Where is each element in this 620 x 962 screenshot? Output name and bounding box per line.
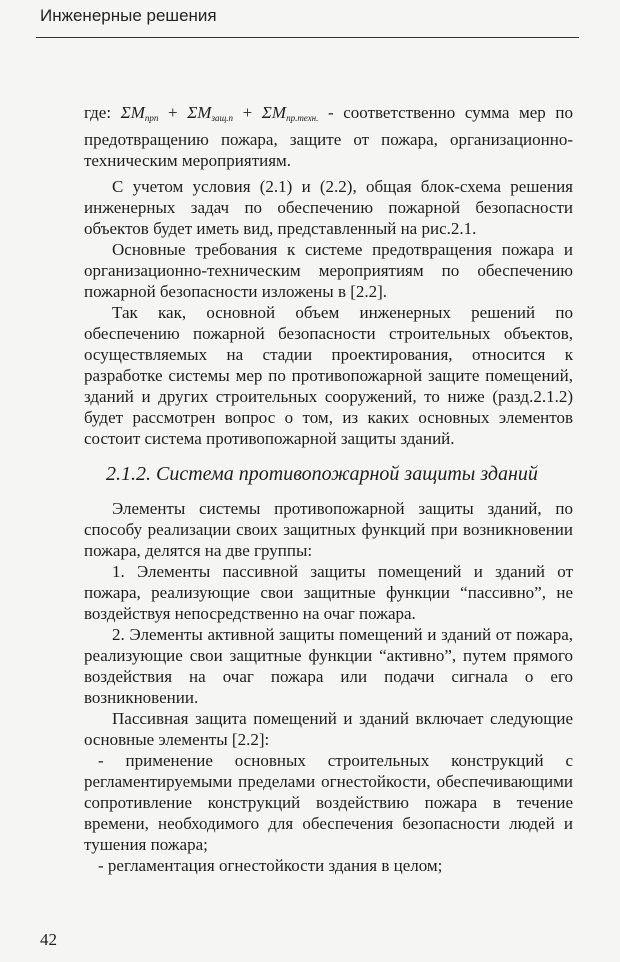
bullet-building-fire-resistance: - регламентация огнестойкости здания в целом;: [98, 856, 443, 875]
running-header: Инженерные решения: [40, 6, 217, 25]
formula-term-2-subscript: защ.п: [211, 113, 234, 123]
formula-prefix: где:: [84, 103, 121, 122]
header-rule: [36, 37, 579, 38]
paragraph-engineering-scope: Так как, основной объем инженерных решений по обеспечению пожарной безопасности строительных объектов, осуществляемых на стадии проектирования, относится к разработке системы мер по противопожарной защите помещений, зданий и других строительных сооружений, то ниже (разд.2.1.2) будет рассмотрен вопрос о том, из каких основных элементов состоит система противопожарной защиты зданий.: [84, 303, 573, 448]
formula-paragraph: [84, 102, 573, 171]
formula-term-1-subscript: прп: [144, 113, 159, 123]
list-item-active: 2. Элементы активной защиты помещений и зданий от пожара, реализующие свои защитные функции “активно”, путем прямого воздействия на очаг пожара или подачи сигнала о его возникновении.: [84, 625, 573, 707]
paragraph-passive-elements: Пассивная защита помещений и зданий включает следующие основные элементы [2.2]:: [84, 709, 573, 749]
formula-plus-1: +: [158, 103, 188, 122]
list-item-passive: 1. Элементы пассивной защиты помещений и зданий от пожара, реализующие свои защитные функции “пассивно”, не воздействуя непосредственно на очаг пожара.: [84, 562, 573, 623]
formula-term-1-symbol: ΣM: [120, 103, 145, 122]
formula-term-3-symbol: ΣM: [261, 103, 287, 122]
page-body: [84, 102, 573, 876]
formula-term-2-symbol: ΣM: [187, 103, 212, 122]
formula-suffix: - соответственно сумма мер по предотвращению пожара, защите от пожара, организационно-техническим мероприятиям.: [84, 103, 573, 170]
formula-plus-2: +: [233, 103, 262, 122]
section-heading: 2.1.2. Система противопожарной защиты зданий: [106, 463, 538, 485]
paragraph-groups-intro: Элементы системы противопожарной защиты зданий, по способу реализации своих защитных функций при возникновении пожара, делятся на две группы:: [84, 499, 573, 560]
bullet-structural-fire-resistance: - применение основных строительных конструкций с регламентируемыми пределами огнестойкости, обеспечивающими сопротивление конструкций воздействию пожара в течение времени, необходимого для обеспечения безопасности людей и тушения пожара;: [84, 751, 573, 854]
page-number: 42: [40, 930, 57, 949]
paragraph-requirements: Основные требования к системе предотвращения пожара и организационно-техническим мероприятиям по обеспечению пожарной безопасности изложены в [2.2].: [84, 240, 573, 301]
paragraph-block-scheme: С учетом условия (2.1) и (2.2), общая блок-схема решения инженерных задач по обеспечению пожарной безопасности объектов будет иметь вид, представленный на рис.2.1.: [84, 177, 573, 238]
formula-term-3-subscript: пр.техн.: [286, 113, 319, 123]
